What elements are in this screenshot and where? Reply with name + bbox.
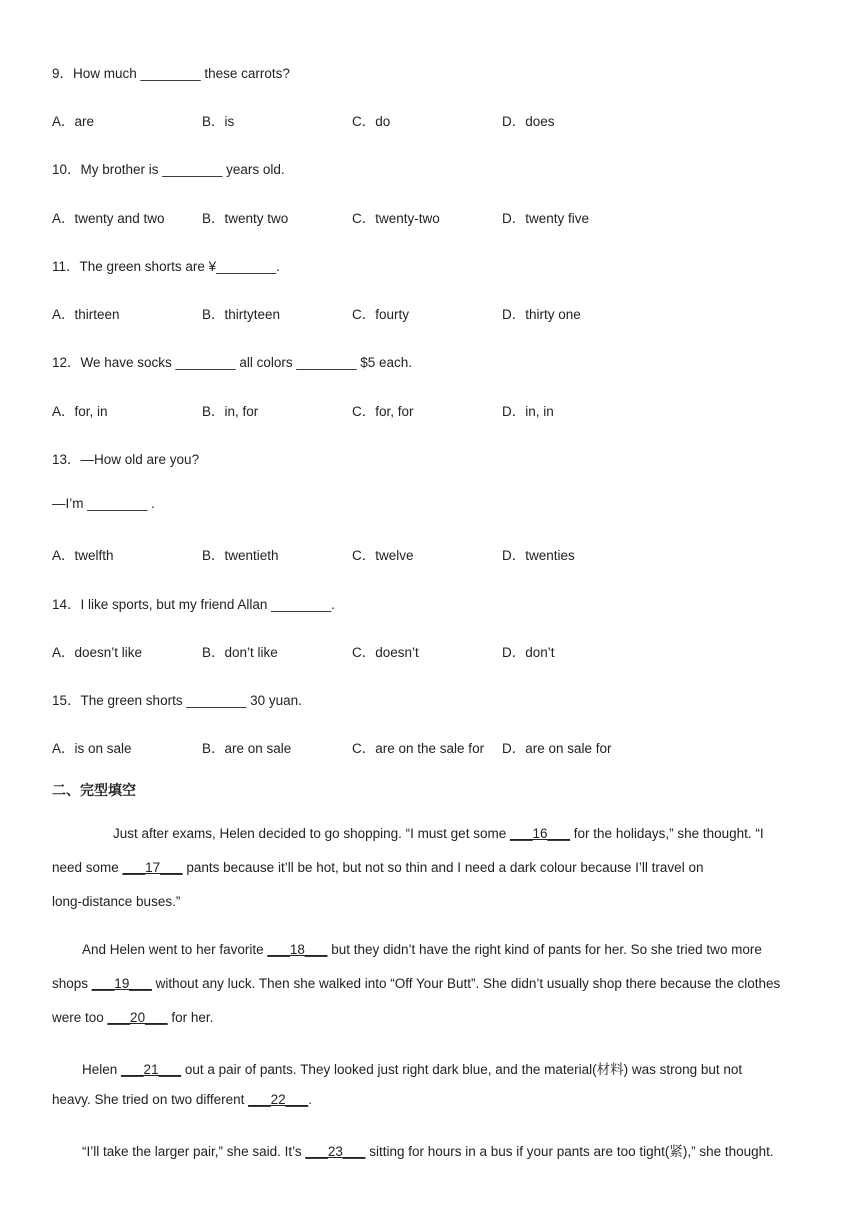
blank-23: ___23___ — [305, 1144, 366, 1159]
passage-text: heavy. She tried on two different — [52, 1092, 249, 1107]
question-9-stem: 9．How much ________ these carrots? — [52, 66, 290, 81]
question-10-stem: 10．My brother is ________ years old. — [52, 162, 285, 177]
blank-17: ___17___ — [122, 860, 183, 875]
passage-line-6 — [52, 1010, 213, 1025]
question-9-option-a: A．are — [52, 114, 95, 129]
passage-text: “I’ll take the larger pair,” she said. It’s — [82, 1144, 306, 1159]
passage-text: . — [308, 1092, 312, 1107]
passage-line-4 — [82, 942, 762, 957]
passage-text: need some — [52, 860, 123, 875]
passage-text: shops — [52, 976, 92, 991]
passage-text: without any luck. Then she walked into “Off Your Butt”. She didn’t usually shop there because the clothes — [151, 976, 781, 991]
question-13-stem: 13．—How old are you? — [52, 452, 200, 467]
question-10-option-d: D．twenty five — [502, 211, 590, 226]
passage-text: for her. — [167, 1010, 214, 1025]
passage-line-9 — [82, 1140, 774, 1160]
question-11-option-b: B．thirtyteen — [202, 307, 281, 322]
question-11-stem: 11．The green shorts are ¥________. — [52, 259, 280, 274]
passage-text: Just after exams, Helen decided to go shopping. “I must get some — [113, 826, 510, 841]
question-12-option-b: B．in, for — [202, 404, 259, 419]
passage-line-1 — [113, 826, 764, 841]
question-14-option-a: A．doesn’t like — [52, 645, 143, 660]
question-15-option-d: D．are on sale for — [502, 741, 612, 756]
passage-line-7 — [82, 1058, 742, 1078]
passage-text: And Helen went to her favorite — [82, 942, 268, 957]
question-13-option-c: C．twelve — [352, 548, 414, 563]
question-10-option-a: A．twenty and two — [52, 211, 165, 226]
question-13-option-a: A．twelfth — [52, 548, 114, 563]
blank-22: ___22___ — [248, 1092, 309, 1107]
question-13-option-d: D．twenties — [502, 548, 575, 563]
passage-text: were too — [52, 1010, 108, 1025]
blank-21: ___21___ — [121, 1062, 182, 1077]
question-14-option-b: B．don’t like — [202, 645, 278, 660]
question-10-option-c: C．twenty-two — [352, 211, 440, 226]
question-14-option-c: C．doesn’t — [352, 645, 419, 660]
question-11-option-c: C．fourty — [352, 307, 410, 322]
question-12-option-a: A．for, in — [52, 404, 108, 419]
passage-line-3: long-distance buses.” — [52, 894, 181, 909]
passage-line-8 — [52, 1092, 312, 1107]
question-12-option-c: C．for, for — [352, 404, 414, 419]
section-heading-cloze: 二、完型填空 — [52, 783, 136, 799]
passage-line-5 — [52, 976, 780, 991]
passage-line-2 — [52, 860, 703, 875]
passage-text: Helen — [82, 1062, 122, 1077]
question-13-answer-line: —I’m ________ . — [52, 496, 155, 511]
question-11-option-d: D．thirty one — [502, 307, 581, 322]
passage-text: sitting for hours in a bus if your pants are too tight(紧),” she thought. — [365, 1144, 774, 1159]
question-11-option-a: A．thirteen — [52, 307, 120, 322]
blank-20: ___20___ — [107, 1010, 168, 1025]
passage-text: for the holidays,” she thought. “I — [570, 826, 764, 841]
question-12-stem: 12．We have socks ________ all colors ________ $5 each. — [52, 355, 412, 370]
question-15-option-a: A．is on sale — [52, 741, 132, 756]
passage-text: out a pair of pants. They looked just right dark blue, and the material(材料) was strong but not — [181, 1062, 743, 1077]
question-9-option-c: C．do — [352, 114, 391, 129]
question-14-stem: 14．I like sports, but my friend Allan ________. — [52, 597, 335, 612]
question-15-option-c: C．are on the sale for — [352, 741, 485, 756]
question-12-option-d: D．in, in — [502, 404, 554, 419]
question-9-option-d: D．does — [502, 114, 555, 129]
question-15-stem: 15．The green shorts ________ 30 yuan. — [52, 693, 302, 708]
passage-text: but they didn’t have the right kind of pants for her. So she tried two more — [327, 942, 762, 957]
passage-text: pants because it’ll be hot, but not so thin and I need a dark colour because I’ll travel on — [182, 860, 704, 875]
question-10-option-b: B．twenty two — [202, 211, 289, 226]
blank-19: ___19___ — [91, 976, 152, 991]
blank-18: ___18___ — [267, 942, 328, 957]
question-9-option-b: B．is — [202, 114, 235, 129]
question-15-option-b: B．are on sale — [202, 741, 292, 756]
blank-16: ___16___ — [509, 826, 571, 841]
question-14-option-d: D．don’t — [502, 645, 555, 660]
question-13-option-b: B．twentieth — [202, 548, 279, 563]
